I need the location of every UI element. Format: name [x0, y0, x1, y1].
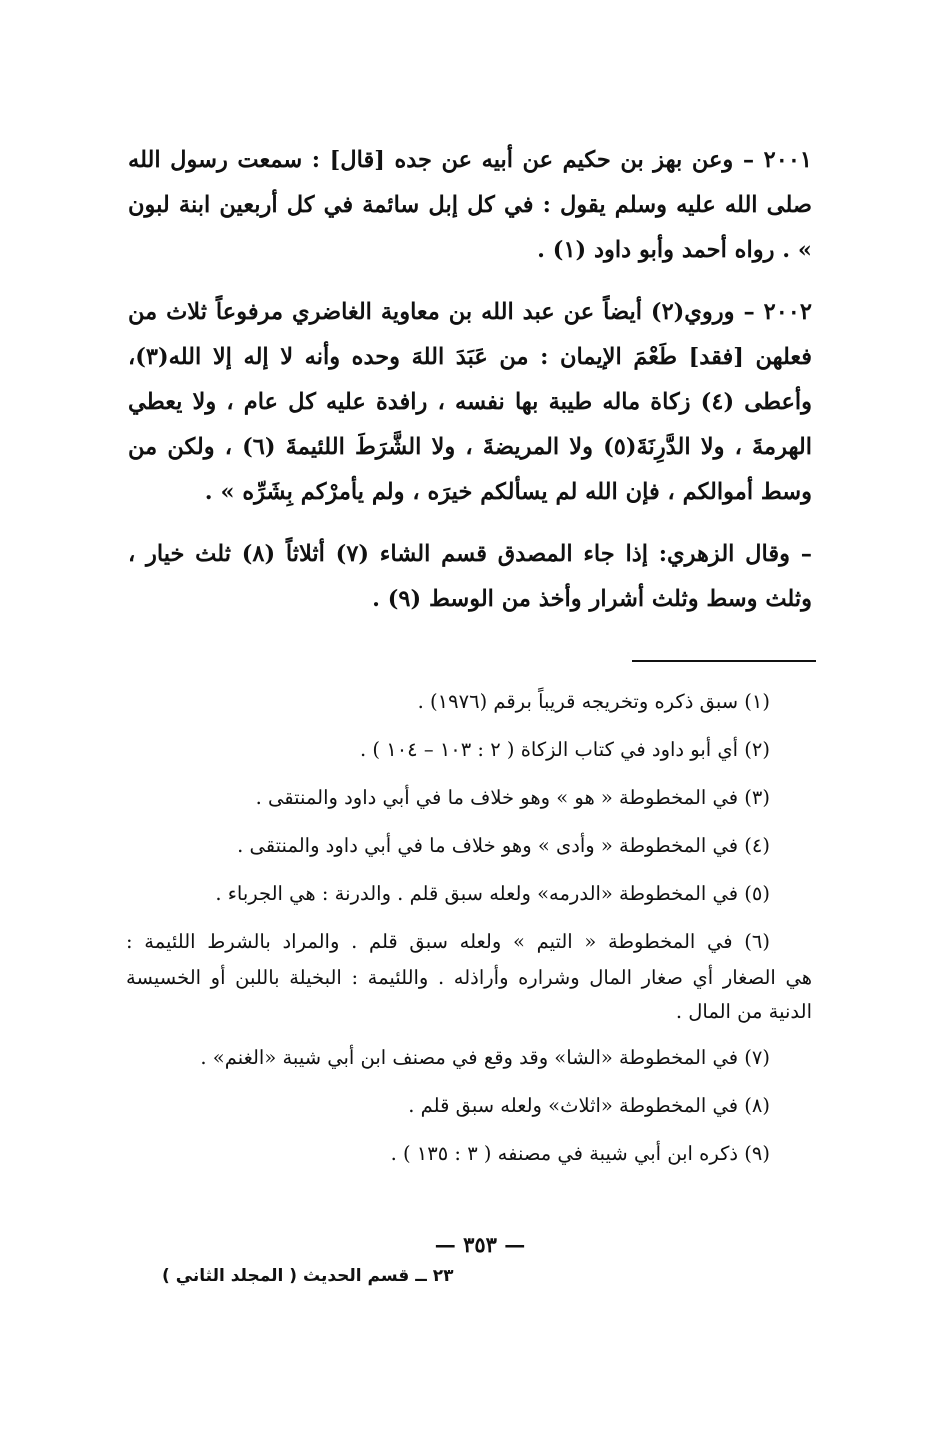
page-number: — ٣٥٣ — [434, 1232, 526, 1257]
zuhri-statement: – وقال الزهري: إذا جاء المصدق قسم الشاء (٧) أثلاثاً (٨) ثلث خيار ، وثلث وسط وثلث أشرار وأخذ من الوسط (٩) . [128, 541, 812, 612]
main-text [128, 138, 812, 639]
footnote-8: (٨) في المخطوطة «اثلاث» ولعله سبق قلم . [408, 1094, 770, 1117]
footnote-2: (٢) أي أبو داود في كتاب الزكاة ( ٢ : ١٠٣ – ١٠٤ ) . [360, 738, 770, 761]
footnote-9: (٩) ذكره ابن أبي شيبة في مصنفه ( ٣ : ١٣٥ ) . [390, 1142, 770, 1165]
footnote-5: (٥) في المخطوطة «الدرمه» ولعله سبق قلم . والدرنة : هي الجرباء . [215, 882, 770, 905]
footnote-4: (٤) في المخطوطة « وأدى » وهو خلاف ما في أبي داود والمنتقى . [237, 834, 770, 857]
footnote-6 [126, 922, 812, 1029]
footnote-6-first-line: (٦) في المخطوطة « التيم » ولعله سبق قلم . والمراد بالشرط اللئيمة : [126, 930, 770, 953]
hadith-2002: ٢٠٠٢ – وروي(٢) أيضاً عن عبد الله بن معاوية الغاضري مرفوعاً ثلاث من فعلهن [فقد] طَعْمَ الإيمان : من عَبَدَ اللهَ وحده وأنه لا إله إلا الله(٣)، وأعطى (٤) زكاة ماله طيبة بها نفسه ، رافدة عليه كل عام ، ولا يعطي الهرمةَ ، ولا الدَّرِنَةَ(٥) ولا المريضةَ ، ولا الشَّرَطَ اللئيمةَ (٦) ، ولكن من وسط أموالكم ، فإن الله لم يسألكم خيرَه ، ولم يأمرْكم بِشَرِّه » . [128, 299, 812, 505]
signature-line: ٢٣ ــ قسم الحديث ( المجلد الثاني ) [162, 1266, 454, 1286]
footnote-3: (٣) في المخطوطة « هو » وهو خلاف ما في أبي داود والمنتقى . [255, 786, 770, 809]
footnotes [126, 682, 812, 1182]
footnote-7: (٧) في المخطوطة «الشا» وقد وقع في مصنف ابن أبي شيبة «الغنم» . [200, 1046, 770, 1069]
footnote-6-continuation: هي الصغار أي صغار المال وشراره وأراذله . واللئيمة : البخيلة باللبن أو الخسيسة الدنية من المال . [126, 966, 812, 1023]
hadith-2001: ٢٠٠١ – وعن بهز بن حكيم عن أبيه عن جده [قال] : سمعت رسول الله صلى الله عليه وسلم يقول : في كل إبل سائمة في كل أربعين ابنة لبون » . رواه أحمد وأبو داود (١) . [128, 147, 812, 263]
footnote-1: (١) سبق ذكره وتخريجه قريباً برقم (١٩٧٦) . [417, 690, 770, 713]
footnote-divider [632, 660, 816, 662]
